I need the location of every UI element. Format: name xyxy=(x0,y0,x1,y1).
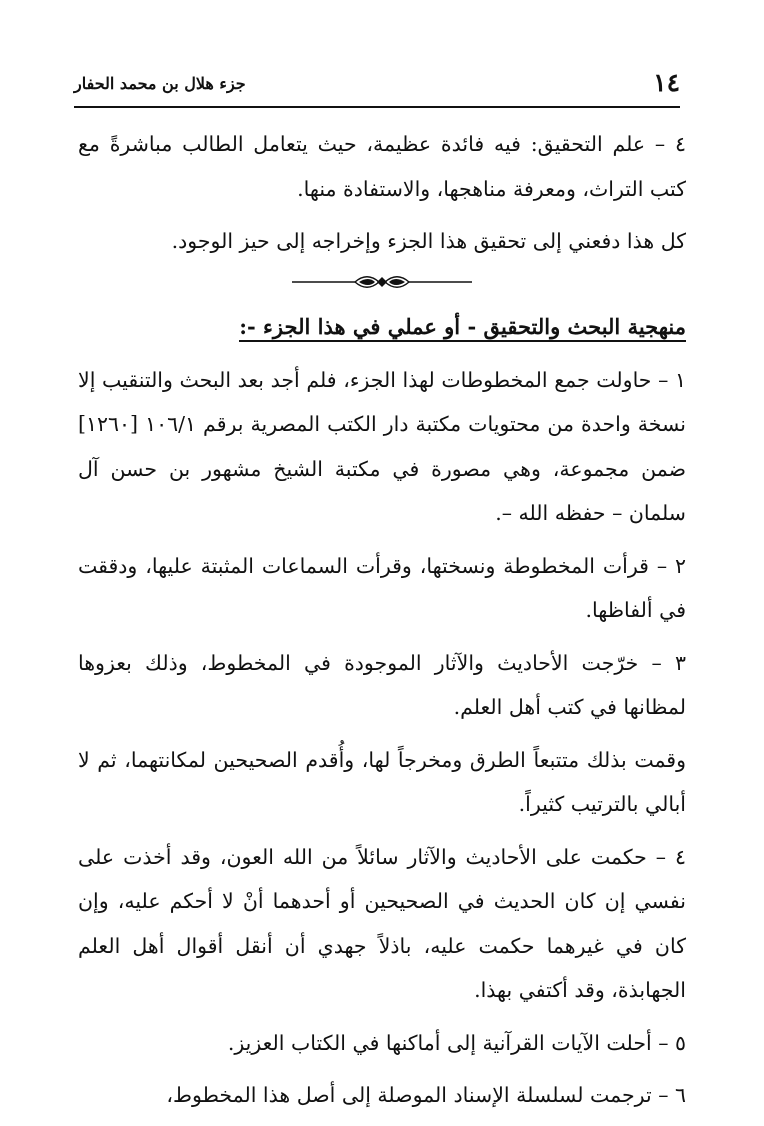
running-title: جزء هلال بن محمد الحفار xyxy=(74,74,246,93)
section-heading xyxy=(78,306,686,348)
section-heading-text: منهجية البحث والتحقيق - أو عملي في هذا الجزء -: xyxy=(239,314,686,342)
page-number: ١٤ xyxy=(653,68,680,97)
paragraph-point-1-manuscript: ١ – حاولت جمع المخطوطات لهذا الجزء، فلم أجد بعد البحث والتنقيب إلا نسخة واحدة من محتويات مكتبة دار الكتب المصرية برقم ١٠٦/١ [١٢٦٠] ضمن مجموعة، وهي مصورة في مكتبة الشيخ مشهور بن حسن آل سلمان – حفظه الله –. xyxy=(78,367,687,525)
paragraph-motivation: كل هذا دفعني إلى تحقيق هذا الجزء وإخراجه إلى حيز الوجود. xyxy=(171,229,686,253)
paragraph-point-6-isnad: ٦ – ترجمت لسلسلة الإسناد الموصلة إلى أصل هذا المخطوط، xyxy=(166,1083,686,1107)
ornamental-divider xyxy=(287,272,477,292)
paragraph-point-4-verification: ٤ – علم التحقيق: فيه فائدة عظيمة، حيث يتعامل الطالب مباشرةً مع كتب التراث، ومعرفة مناهجها، والاستفادة منها. xyxy=(78,132,686,201)
header-rule xyxy=(74,106,680,108)
paragraph-point-5-verses: ٥ – أحلت الآيات القرآنية إلى أماكنها في الكتاب العزيز. xyxy=(227,1030,686,1055)
page-body xyxy=(78,122,686,1126)
page-header xyxy=(74,68,680,102)
paragraph-point-4-grading: ٤ – حكمت على الأحاديث والآثار سائلاً من الله العون، وقد أخذت على نفسي إن كان الحديث في الصحيحين أو أحدهما أنْ لا أحكم عليه، وإن كان في غيرهما حكمت عليه، باذلاً جهدي أن أنقل أقوال أهل العلم الجهابذة، وقد أكتفي بهذا. xyxy=(78,844,686,1002)
paragraph-point-3-takhrij: ٣ – خرّجت الأحاديث والآثار الموجودة في المخطوط، وذلك بعزوها لمظانها في كتب أهل العلم. xyxy=(78,650,686,719)
paragraph-method-note: وقمت بذلك متتبعاً الطرق ومخرجاً لها، وأُقدم الصحيحين لمكانتهما، ثم لا أبالي بالترتيب كثيراً. xyxy=(78,747,686,816)
paragraph-point-2-reading: ٢ – قرأت المخطوطة ونسختها، وقرأت السماعات المثبتة عليها، ودققت في ألفاظها. xyxy=(78,553,686,622)
